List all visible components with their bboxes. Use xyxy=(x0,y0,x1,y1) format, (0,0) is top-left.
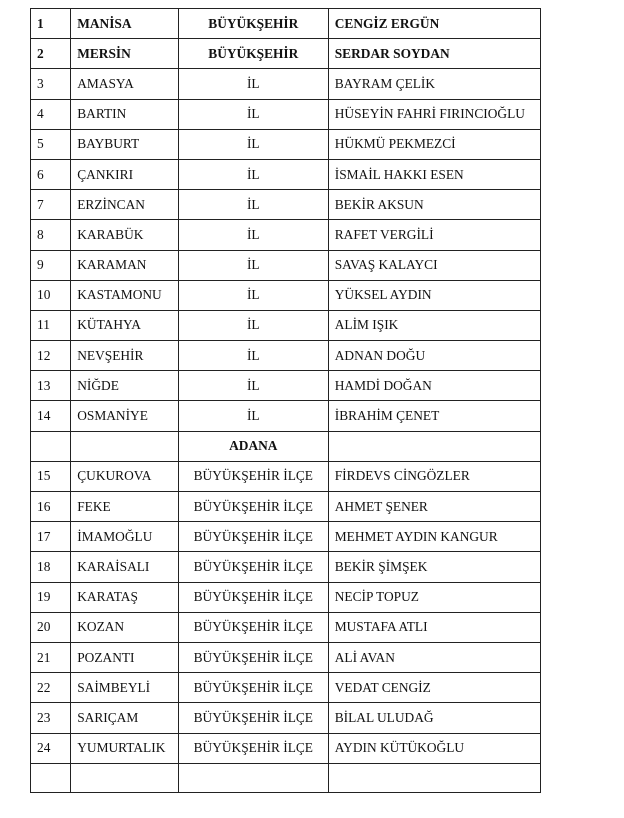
mayor-name-cell: SERDAR SOYDAN xyxy=(328,39,540,69)
row-number-cell: 14 xyxy=(31,401,71,431)
municipality-type-cell: İL xyxy=(178,190,328,220)
row-number-cell: 23 xyxy=(31,703,71,733)
municipality-name-cell: BAYBURT xyxy=(71,129,179,159)
empty-row xyxy=(31,763,541,792)
municipality-name-cell: SAİMBEYLİ xyxy=(71,673,179,703)
row-number-cell: 3 xyxy=(31,69,71,99)
mayor-name-cell: FİRDEVS CİNGÖZLER xyxy=(328,461,540,491)
municipality-name-cell: POZANTI xyxy=(71,642,179,672)
municipality-name-cell: SARIÇAM xyxy=(71,703,179,733)
table-row xyxy=(31,642,541,672)
row-number-cell xyxy=(31,763,71,792)
mayor-name-cell: ALİ AVAN xyxy=(328,642,540,672)
mayor-name-cell: MEHMET AYDIN KANGUR xyxy=(328,522,540,552)
municipality-type-cell: İL xyxy=(178,129,328,159)
municipality-name-cell: KASTAMONU xyxy=(71,280,179,310)
mayor-name-cell: HAMDİ DOĞAN xyxy=(328,371,540,401)
mayor-name-cell: CENGİZ ERGÜN xyxy=(328,9,540,39)
table-row xyxy=(31,612,541,642)
municipality-type-cell: BÜYÜKŞEHİR İLÇE xyxy=(178,703,328,733)
row-number-cell: 20 xyxy=(31,612,71,642)
row-number-cell: 22 xyxy=(31,673,71,703)
row-number-cell: 16 xyxy=(31,492,71,522)
mayor-name-cell: SAVAŞ KALAYCI xyxy=(328,250,540,280)
mayor-name-cell: İSMAİL HAKKI ESEN xyxy=(328,159,540,189)
municipality-type-cell: BÜYÜKŞEHİR İLÇE xyxy=(178,582,328,612)
mayor-cell xyxy=(328,763,540,792)
mayor-name-cell: BAYRAM ÇELİK xyxy=(328,69,540,99)
row-number-cell: 18 xyxy=(31,552,71,582)
table-row xyxy=(31,280,541,310)
table-row xyxy=(31,492,541,522)
municipality-name-cell: BARTIN xyxy=(71,99,179,129)
table-row xyxy=(31,522,541,552)
municipality-type-cell: BÜYÜKŞEHİR İLÇE xyxy=(178,461,328,491)
mayor-name-cell: İBRAHİM ÇENET xyxy=(328,401,540,431)
municipality-type-cell: BÜYÜKŞEHİR İLÇE xyxy=(178,642,328,672)
section-row xyxy=(31,431,541,461)
table-row xyxy=(31,250,541,280)
municipality-name-cell: OSMANİYE xyxy=(71,401,179,431)
table-row xyxy=(31,39,541,69)
municipality-type-cell: İL xyxy=(178,69,328,99)
row-number-cell: 9 xyxy=(31,250,71,280)
row-number-cell: 17 xyxy=(31,522,71,552)
mayor-name-cell: AYDIN KÜTÜKOĞLU xyxy=(328,733,540,763)
table-row xyxy=(31,733,541,763)
row-number-cell: 13 xyxy=(31,371,71,401)
row-number-cell: 8 xyxy=(31,220,71,250)
municipality-type-cell: BÜYÜKŞEHİR xyxy=(178,39,328,69)
table-row xyxy=(31,461,541,491)
row-number-cell: 15 xyxy=(31,461,71,491)
mayor-name-cell: YÜKSEL AYDIN xyxy=(328,280,540,310)
municipality-name-cell: ERZİNCAN xyxy=(71,190,179,220)
municipality-type-cell: İL xyxy=(178,401,328,431)
table-row xyxy=(31,341,541,371)
municipality-type-cell: BÜYÜKŞEHİR İLÇE xyxy=(178,612,328,642)
row-number-cell xyxy=(31,431,71,461)
municipality-type-cell: İL xyxy=(178,310,328,340)
municipality-type-cell: İL xyxy=(178,250,328,280)
mayor-cell xyxy=(328,431,540,461)
type-cell xyxy=(178,763,328,792)
mayor-name-cell: HÜKMÜ PEKMEZCİ xyxy=(328,129,540,159)
table-row xyxy=(31,9,541,39)
table-row xyxy=(31,129,541,159)
row-number-cell: 7 xyxy=(31,190,71,220)
table-row xyxy=(31,220,541,250)
municipality-type-cell: İL xyxy=(178,280,328,310)
municipality-type-cell: BÜYÜKŞEHİR xyxy=(178,9,328,39)
municipality-type-cell: İL xyxy=(178,341,328,371)
municipality-type-cell: BÜYÜKŞEHİR İLÇE xyxy=(178,673,328,703)
row-number-cell: 1 xyxy=(31,9,71,39)
municipality-type-cell: BÜYÜKŞEHİR İLÇE xyxy=(178,492,328,522)
table-row xyxy=(31,401,541,431)
table-row xyxy=(31,582,541,612)
municipality-name-cell: KARABÜK xyxy=(71,220,179,250)
row-number-cell: 11 xyxy=(31,310,71,340)
table-row xyxy=(31,190,541,220)
table-row xyxy=(31,69,541,99)
municipality-name-cell: ÇUKUROVA xyxy=(71,461,179,491)
mayor-name-cell: BİLAL ULUDAĞ xyxy=(328,703,540,733)
section-title: ADANA xyxy=(178,431,328,461)
municipality-type-cell: İL xyxy=(178,371,328,401)
row-number-cell: 6 xyxy=(31,159,71,189)
mayor-name-cell: AHMET ŞENER xyxy=(328,492,540,522)
row-number-cell: 21 xyxy=(31,642,71,672)
mayor-name-cell: MUSTAFA ATLI xyxy=(328,612,540,642)
municipality-name-cell: ÇANKIRI xyxy=(71,159,179,189)
row-number-cell: 12 xyxy=(31,341,71,371)
municipality-type-cell: BÜYÜKŞEHİR İLÇE xyxy=(178,552,328,582)
municipality-name-cell: KARAMAN xyxy=(71,250,179,280)
row-number-cell: 5 xyxy=(31,129,71,159)
municipality-type-cell: İL xyxy=(178,99,328,129)
municipality-type-cell: İL xyxy=(178,159,328,189)
mayor-name-cell: BEKİR ŞİMŞEK xyxy=(328,552,540,582)
table-body xyxy=(31,9,541,793)
row-number-cell: 19 xyxy=(31,582,71,612)
mayors-table xyxy=(30,8,541,793)
municipality-type-cell: BÜYÜKŞEHİR İLÇE xyxy=(178,733,328,763)
row-number-cell: 2 xyxy=(31,39,71,69)
municipality-name-cell: FEKE xyxy=(71,492,179,522)
mayor-name-cell: NECİP TOPUZ xyxy=(328,582,540,612)
municipality-name-cell: MERSİN xyxy=(71,39,179,69)
municipality-name-cell: NEVŞEHİR xyxy=(71,341,179,371)
municipality-name-cell: KARATAŞ xyxy=(71,582,179,612)
mayor-name-cell: RAFET VERGİLİ xyxy=(328,220,540,250)
municipality-type-cell: BÜYÜKŞEHİR İLÇE xyxy=(178,522,328,552)
municipality-name-cell: KARAİSALI xyxy=(71,552,179,582)
municipality-name-cell: KÜTAHYA xyxy=(71,310,179,340)
mayor-name-cell: HÜSEYİN FAHRİ FIRINCIOĞLU xyxy=(328,99,540,129)
municipality-name-cell: AMASYA xyxy=(71,69,179,99)
municipality-name-cell: İMAMOĞLU xyxy=(71,522,179,552)
municipality-name-cell: NİĞDE xyxy=(71,371,179,401)
table-row xyxy=(31,371,541,401)
table-row xyxy=(31,99,541,129)
row-number-cell: 10 xyxy=(31,280,71,310)
table-row xyxy=(31,552,541,582)
mayor-name-cell: VEDAT CENGİZ xyxy=(328,673,540,703)
municipality-type-cell: İL xyxy=(178,220,328,250)
mayor-name-cell: ALİM IŞIK xyxy=(328,310,540,340)
municipality-name-cell: YUMURTALIK xyxy=(71,733,179,763)
table-row xyxy=(31,310,541,340)
table-row xyxy=(31,673,541,703)
name-cell xyxy=(71,763,179,792)
row-number-cell: 4 xyxy=(31,99,71,129)
municipality-name-cell: MANİSA xyxy=(71,9,179,39)
name-cell xyxy=(71,431,179,461)
mayor-name-cell: BEKİR AKSUN xyxy=(328,190,540,220)
row-number-cell: 24 xyxy=(31,733,71,763)
table-row xyxy=(31,703,541,733)
table-row xyxy=(31,159,541,189)
mayor-name-cell: ADNAN DOĞU xyxy=(328,341,540,371)
municipality-name-cell: KOZAN xyxy=(71,612,179,642)
